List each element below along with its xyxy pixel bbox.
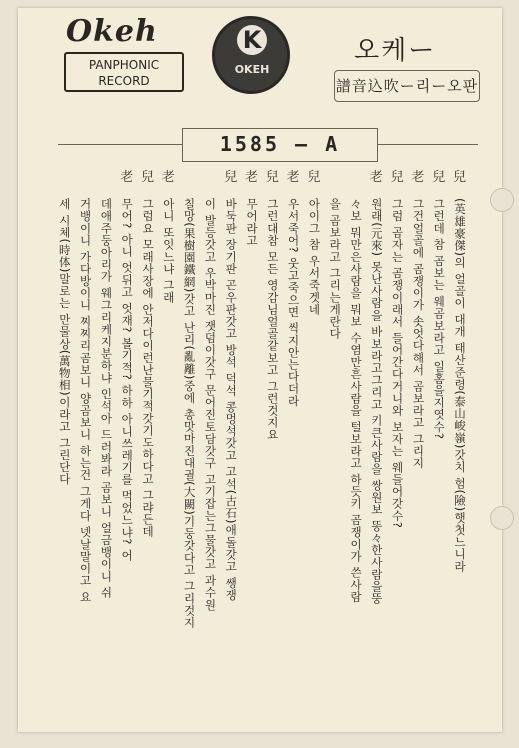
speaker-label: 兒 xyxy=(432,170,446,185)
dialogue-line: 이 발등갓고 우박마진 잿덤이갓구 문어진토담갓구 고기잡는그물갓고 과수원 xyxy=(203,198,218,611)
dialogue-line: 아니 또잇느냐 그래 xyxy=(161,198,176,304)
document-sheet xyxy=(18,8,502,732)
dialogue-line: 그럼요 모래사장에 안저다이런난물기적갓기도하다고 그랴든데 xyxy=(141,198,155,538)
dialogue-line: 원래(元來) 못난사람을 바보라고그리고 키큰사람을 쌍원보 똥々한사람을뚱 xyxy=(369,198,384,605)
dialogue-line: 데애주둥아리가 웨그리케지분하냐 인석아 드러봐라 곰보니 얼금뱅이니 쉬 xyxy=(99,198,114,599)
speaker-label: 老 xyxy=(369,170,383,185)
speaker-label: 兒 xyxy=(307,170,321,185)
brand-korean: 오케ー xyxy=(354,36,437,66)
dialogue-line: 바둑판 장기판 곤우판갓고 방석 덕석 콩멍석갓고 고석(古石)애돌갓고 쌩쟁 xyxy=(224,198,239,601)
punch-hole-top xyxy=(490,188,514,212)
dialogue-line: 그건얼골에 곰쟁이가 솟엇다해서 곰보라고 그리지 xyxy=(411,198,426,470)
dialogue-line: 거뱅이니 가다방이니 찌찌리곰보니 양곰보니 하는건 그게다 넷날말이고 요 xyxy=(78,198,93,603)
dialogue-line: (英雄豪傑)의 얼골이 대개 태산준령(泰山峻嶺)갓치 험(險)햇첫느니라 xyxy=(453,198,467,573)
record-line: RECORD xyxy=(98,74,150,88)
punch-hole-bottom xyxy=(490,506,514,530)
okeh-logo: Okeh xyxy=(66,14,158,49)
seal-letter: K xyxy=(237,25,267,55)
speaker-label: 老 xyxy=(286,170,300,185)
panphonic-line: PANPHONIC xyxy=(88,58,160,72)
panphonic-label xyxy=(64,52,184,92)
dialogue-line: 무어라고 xyxy=(245,198,259,247)
dialogue-line: 세 시체(時体)말로는 만물상(萬物相)이라고 그린단다 xyxy=(57,198,72,486)
speaker-label: 兒 xyxy=(224,170,238,185)
dialogue-line: 그런대참 모든 영감님얼골같보고 그런것지요 xyxy=(265,198,280,441)
speaker-label: 老 xyxy=(120,170,134,185)
dialogue-line: 무어? 아니 엇뒤고 엇재? 볼기적? 하하 아니쓰레기를 먹었느냐? 어 xyxy=(120,198,135,562)
speaker-label: 兒 xyxy=(141,170,155,185)
dialogue-line: 칠망(果樹園鐵網)갓고 난리(亂離)중에 총맛마진대궐(大闕)기둥갓다고 그리것지 xyxy=(182,198,197,629)
dialogue-line: 을 곰보라고 그리는게란다 xyxy=(328,198,343,340)
dialogue-line: 그럼 곰자는 곰쟁이래서 들어간다거니와 보자는 웨들어갓수? xyxy=(390,198,405,529)
rule-right xyxy=(378,144,478,145)
speaker-label: 兒 xyxy=(390,170,404,185)
dialogue-line: 우서죽어? 웃고죽으면 씩지안는다더라 xyxy=(286,198,301,407)
speaker-label: 老 xyxy=(411,170,425,185)
seal-text: OKEH xyxy=(234,63,270,76)
dialogue-line: 그런데 참 곰보는 웨곰보라고 일홈을지엿수? xyxy=(432,198,447,440)
rule-left xyxy=(58,144,182,145)
dialogue-line: 아이그 참 우서죽겟네 xyxy=(307,198,322,316)
okeh-seal-icon xyxy=(212,16,290,94)
speaker-label: 兒 xyxy=(453,170,467,185)
speaker-label: 老 xyxy=(245,170,259,185)
record-stamp: 譜音込吹ー리ー오판 xyxy=(334,70,480,102)
speaker-label: 兒 xyxy=(265,170,279,185)
speaker-label: 老 xyxy=(161,170,175,185)
record-number: 1585 — A xyxy=(182,128,378,162)
dialogue-line: 々보 뭐만은사람을 뭐보 수염만흔사람을 털보라고 하듯키 곰쟁이가 쓴사람 xyxy=(349,198,363,603)
